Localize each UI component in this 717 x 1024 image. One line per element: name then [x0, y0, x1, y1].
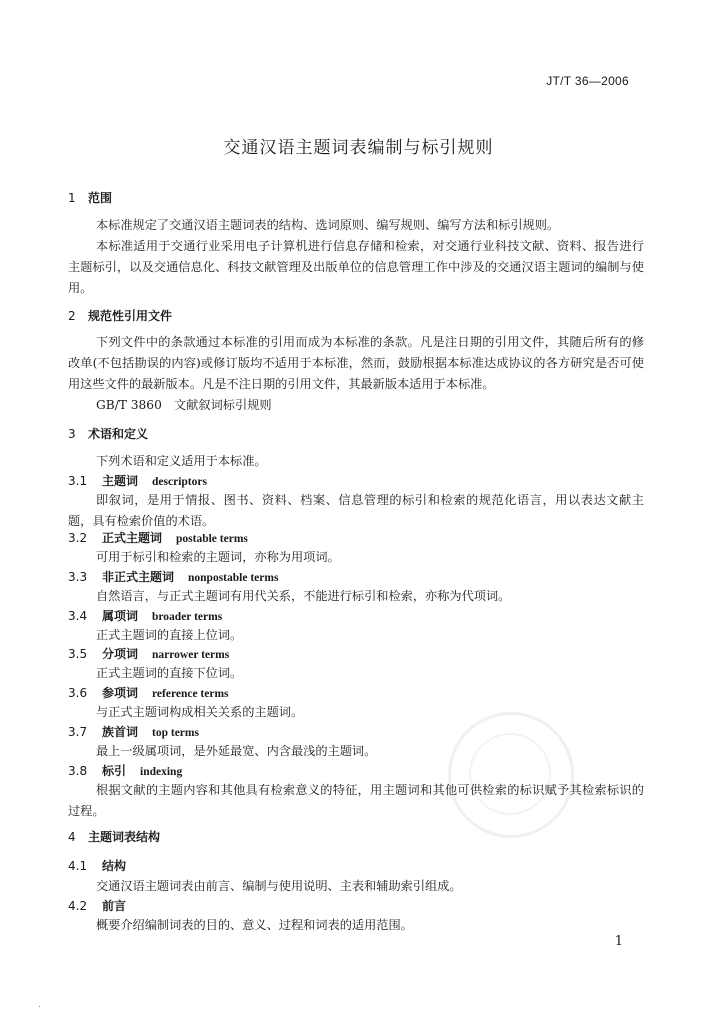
subsection-4-2-text: 概要介绍编制词表的目的、意义、过程和词表的适用范围。 [96, 918, 413, 932]
page-title: 交通汉语主题词表编制与标引规则 [223, 138, 494, 158]
term-heading: 3.1 主题词 descriptors [68, 474, 207, 488]
faint-seal-watermark [448, 712, 574, 838]
term-definition: 可用于标引和检索的主题词，亦称为用项词。 [96, 550, 340, 564]
term-definition: 最上一级属项词，是外延最宽、内含最浅的主题词。 [96, 744, 377, 758]
term-heading: 3.2 正式主题词 postable terms [68, 531, 248, 545]
subsection-4-2-heading: 4.2 前言 [68, 899, 127, 913]
term-definition: 正式主题词的直接上位词。 [96, 628, 243, 642]
section-3-heading: 3 术语和定义 [68, 427, 149, 441]
subsection-4-1-heading: 4.1 结构 [68, 859, 127, 873]
section-2-heading: 2 规范性引用文件 [68, 309, 173, 323]
section-1-paragraph-1: 本标准规定了交通汉语主题词表的结构、选词原则、编写规则、编写方法和标引规则。 [96, 218, 560, 232]
subsection-4-1-text: 交通汉语主题词表由前言、编制与使用说明、主表和辅助索引组成。 [96, 879, 462, 893]
section-4-heading: 4 主题词表结构 [68, 830, 161, 844]
normative-reference: GB/T 3860 文献叙词标引规则 [96, 398, 272, 412]
term-heading: 3.7 族首词 top terms [68, 725, 199, 739]
term-definition: 与正式主题词构成相关关系的主题词。 [96, 705, 304, 719]
term-definition: 自然语言，与正式主题词有用代关系，不能进行标引和检索，亦称为代项词。 [96, 589, 511, 603]
term-definition: 即叙词，是用于情报、图书、资料、档案、信息管理的标引和检索的规范化语言，用以表达文献主题，具有检索价值的术语。 [68, 493, 644, 528]
section-3-intro: 下列术语和定义适用于本标准。 [96, 454, 267, 468]
term-heading: 3.3 非正式主题词 nonpostable terms [68, 570, 279, 584]
term-definition: 正式主题词的直接下位词。 [96, 666, 243, 680]
term-heading: 3.6 参项词 reference terms [68, 686, 229, 700]
page-number: 1 [614, 934, 623, 949]
section-2-paragraph: 下列文件中的条款通过本标准的引用而成为本标准的条款。凡是注日期的引用文件，其随后所有的修改单(不包括勘误的内容)或修订版均不适用于本标准，然而，鼓励根据本标准达成协议的各方研究是否可使用这些文件的最新版本。凡是不注日期的引用文件，其最新版本适用于本标准。 [68, 335, 644, 391]
standard-code: JT/T 36—2006 [546, 74, 629, 88]
term-heading: 3.5 分项词 narrower terms [68, 647, 230, 661]
term-heading: 3.4 属项词 broader terms [68, 609, 223, 623]
scan-artifact: . [38, 1000, 41, 1010]
section-1-heading: 1 范围 [68, 191, 113, 205]
term-heading: 3.8 标引 indexing [68, 764, 183, 778]
section-1-paragraph-2: 本标准适用于交通行业采用电子计算机进行信息存储和检索，对交通行业科技文献、资料、报告进行主题标引，以及交通信息化、科技文献管理及出版单位的信息管理工作中涉及的交通汉语主题词的编制与使用。 [68, 239, 644, 295]
term-definition: 根据文献的主题内容和其他具有检索意义的特征，用主题词和其他可供检索的标识赋予其检索标识的过程。 [68, 783, 644, 818]
